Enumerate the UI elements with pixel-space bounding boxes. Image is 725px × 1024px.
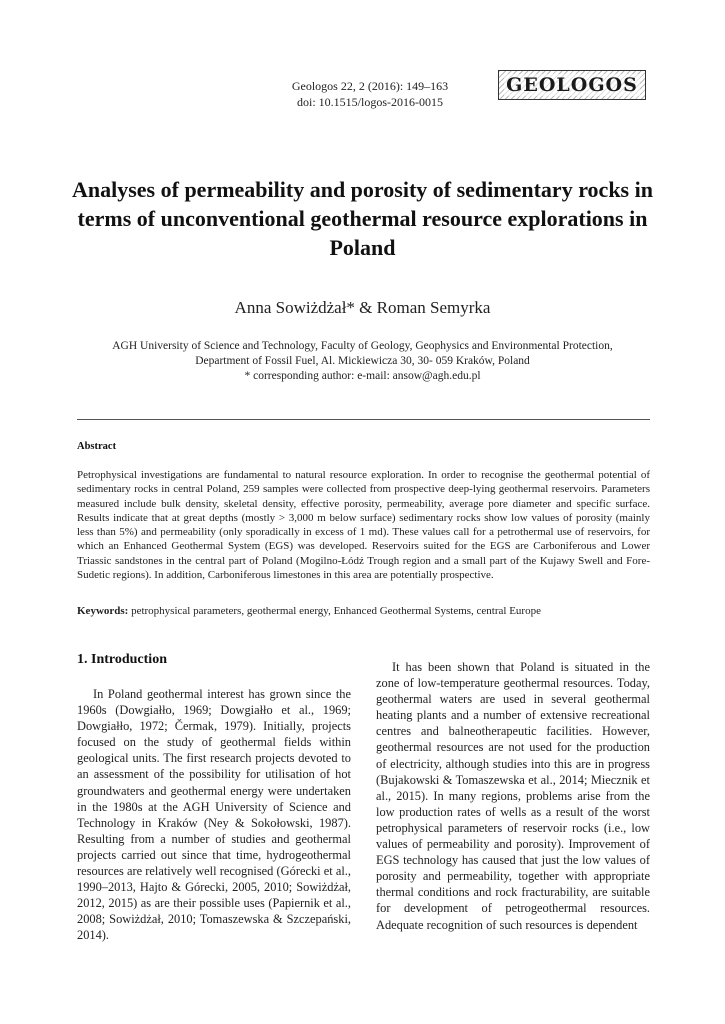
keywords-text: petrophysical parameters, geothermal energy, Enhanced Geothermal Systems, central Europe	[131, 605, 541, 617]
doi: doi: 10.1515/logos-2016-0015	[297, 95, 443, 109]
introduction-left-column	[77, 686, 351, 944]
affiliation-line-1: AGH University of Science and Technology, Faculty of Geology, Geophysics and Environmental Protection,	[112, 340, 613, 352]
article-title: Analyses of permeability and porosity of sedimentary rocks in terms of unconventional geothermal resource explorations in Poland	[72, 177, 653, 260]
logo-text: GEOLOGOS	[506, 74, 638, 96]
abstract-heading: Abstract	[77, 441, 117, 452]
geologos-logo	[498, 70, 646, 100]
keywords	[77, 604, 650, 618]
journal-reference	[250, 78, 490, 110]
journal-citation: Geologos 22, 2 (2016): 149–163	[291, 79, 449, 93]
article-authors: Anna Sowiżdżał* & Roman Semyrka	[234, 298, 491, 317]
introduction-right-column	[376, 659, 650, 933]
introduction-heading: 1. Introduction	[77, 652, 167, 667]
author-affiliation	[60, 339, 665, 384]
abstract-text: Petrophysical investigations are fundamental to natural resource exploration. In order to recognise the geothermal potential of sedimentary rocks in central Poland, 259 samples were collected from prospective deep-lying geothermal reservoirs. Parameters measured include bulk density, skeletal density, effective porosity, permeability, average pore diameter and specific surface. Results indicate that at great depths (mostly > 3,000 m below surface) sedimentary rocks show low values of porosity (mainly less than 5%) and permeability (only sporadically in excess of 1 md). These values call for a petrothermal use of reservoirs, for which an Enhanced Geothermal System (EGS) was developed. Reservoirs suited for the EGS are Carboniferous and Lower Triassic sandstones in the central part of Poland (Mogilno-Łódź Trough region and a small part of the Kujawy Swell and Fore-Sudetic regions). In addition, Carboniferous limestones in this area are potentially prospective.	[77, 469, 650, 582]
section-divider	[77, 419, 650, 420]
introduction-paragraph-2: It has been shown that Poland is situated in the zone of low-temperature geothermal resources. Today, geothermal waters are used in several geothermal heating plants and a number of extensive recreational centres and balneotherapeutic facilities. However, geothermal resources are not used for the production of electricity, although studies into this are in progress (Bujakowski & Tomaszewska et al., 2014; Miecznik et al., 2015). In many regions, problems arise from the low production rates of wells as a result of the worst petrophysical parameters of reservoir rocks (i.e., low values of permeability and porosity). Improvement of EGS technology has caused that just the low values of porosity and permeability, together with appropriate thermal conditions and rock fracturability, are suitable for development of petrogeothermal resources. Adequate recognition of such resources is dependent	[376, 660, 650, 932]
keywords-label: Keywords:	[77, 605, 129, 617]
introduction-paragraph-1: In Poland geothermal interest has grown since the 1960s (Dowgiałło, 1969; Dowgiałło et al., 1969; Dowgiałło, 1972; Čermak, 1979). Initially, projects focused on the study of geothermal fields within geological units. The first research projects devoted to an assessment of the possibility for utilisation of hot groundwaters and geothermal energy were undertaken in the 1980s at the AGH University of Science and Technology in Kraków (Ney & Sokołowski, 1987). Resulting from a number of studies and geothermal projects carried out since that time, hydrogeothermal resources are relatively well recognised (Górecki et al., 1990–2013, Hajto & Górecki, 2005, 2010; Sowiżdżał, 2012, 2015) as are their possible uses (Papiernik et al., 2008; Sowiżdżał, 2010; Tomaszewska & Szczepański, 2014).	[77, 687, 351, 943]
corresponding-author: * corresponding author: e-mail: ansow@agh.edu.pl	[244, 370, 481, 382]
affiliation-line-2: Department of Fossil Fuel, Al. Mickiewicza 30, 30- 059 Kraków, Poland	[195, 355, 530, 367]
